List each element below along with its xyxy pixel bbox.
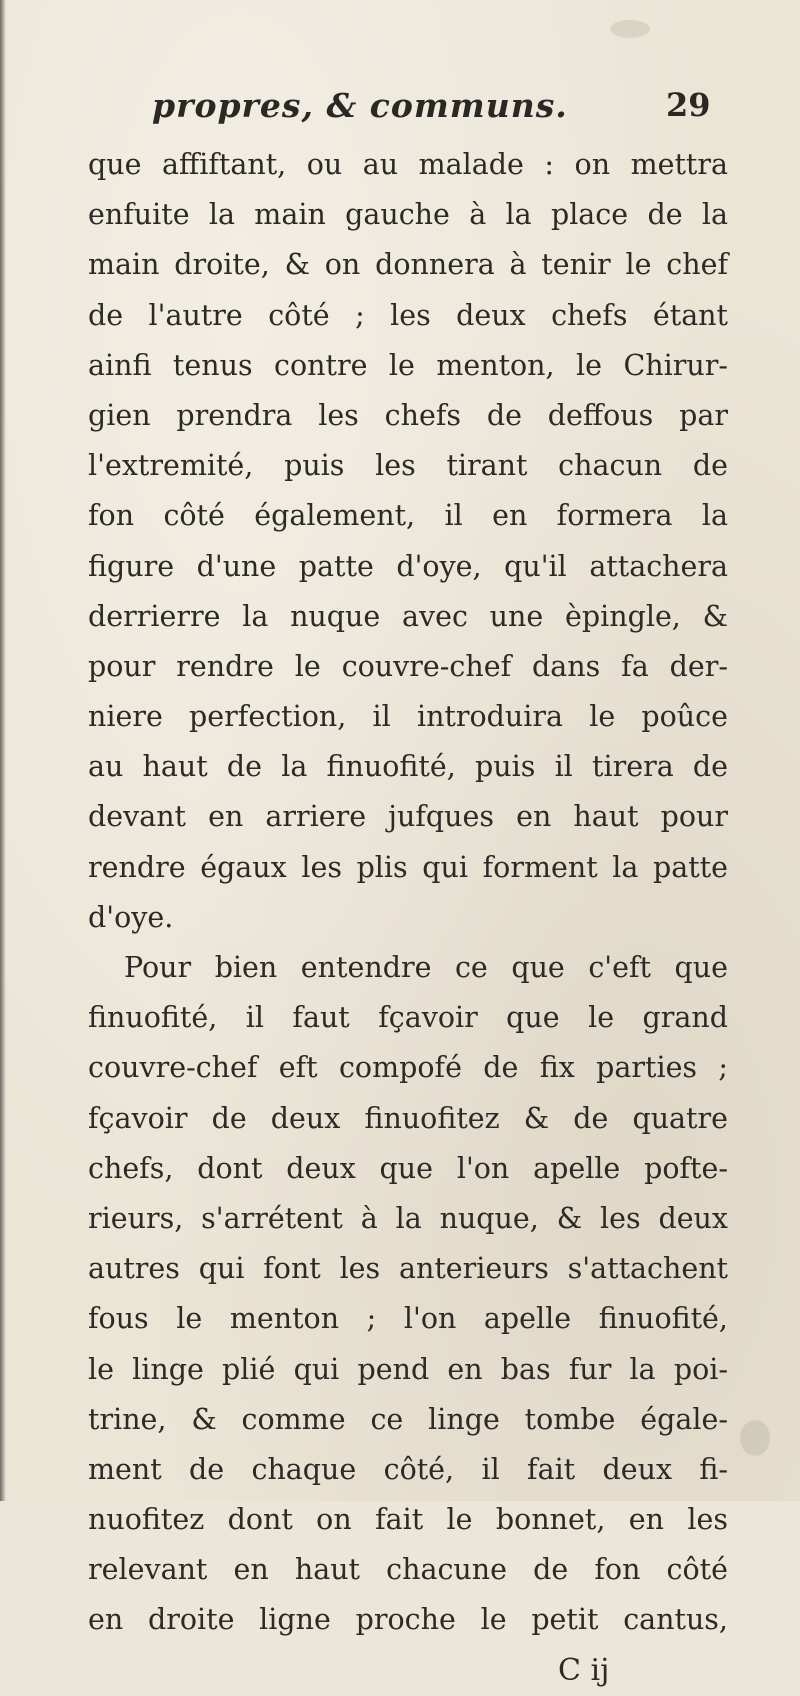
- text-line: autres qui font les anterieurs s'attachent: [88, 1252, 728, 1286]
- text-line: d'oye.: [88, 900, 174, 934]
- paragraph-start-line: Pour bien entendre ce que c'eft que: [124, 951, 728, 984]
- page-edge-shadow: [0, 0, 6, 1501]
- text-line: de l'autre côté ; les deux chefs étant: [88, 298, 728, 332]
- text-line: enfuite la main gauche à la place de la: [88, 198, 728, 232]
- paper-stain: [740, 1420, 770, 1456]
- text-line: en droite ligne proche le petit cantus,: [88, 1603, 728, 1637]
- text-line: niere perfection, il introduira le poûce: [88, 700, 728, 734]
- running-title: propres, & communs.: [152, 86, 568, 125]
- text-line: rieurs, s'arrétent à la nuque, & les deux: [88, 1201, 728, 1235]
- signature-mark: C ij: [558, 1652, 610, 1688]
- text-line: derrierre la nuque avec une èpingle, &: [88, 599, 728, 633]
- text-line: finuofité, il faut fçavoir que le grand: [88, 1001, 728, 1035]
- text-line: que affiftant, ou au malade : on mettra: [88, 148, 728, 181]
- text-line: ment de chaque côté, il fait deux fi-: [88, 1452, 728, 1486]
- body-text: [88, 140, 728, 1696]
- text-line: fon côté également, il en formera la: [88, 499, 728, 533]
- text-line: gien prendra les chefs de deffous par: [88, 398, 728, 432]
- text-line: l'extremité, puis les tirant chacun de: [88, 449, 728, 483]
- text-line: main droite, & on donnera à tenir le chef: [88, 248, 728, 282]
- text-line: figure d'une patte d'oye, qu'il attachera: [88, 549, 728, 583]
- page-number: 29: [666, 86, 711, 124]
- text-line: relevant en haut chacune de fon côté: [88, 1553, 728, 1587]
- text-line: ainfi tenus contre le menton, le Chirur-: [88, 348, 728, 382]
- paper-stain: [610, 20, 650, 38]
- running-header: [0, 86, 800, 134]
- text-line: au haut de la finuofité, puis il tirera de: [88, 750, 728, 784]
- text-line: rendre égaux les plis qui forment la patte: [88, 850, 728, 884]
- text-line: pour rendre le couvre-chef dans fa der-: [88, 649, 728, 683]
- text-line: le linge plié qui pend en bas fur la poi-: [88, 1352, 728, 1386]
- text-line: devant en arriere jufques en haut pour: [88, 800, 728, 834]
- text-line: nuofitez dont on fait le bonnet, en les: [88, 1503, 728, 1537]
- text-line: trine, & comme ce linge tombe égale-: [88, 1402, 728, 1436]
- text-line: couvre-chef eft compofé de fix parties ;: [88, 1051, 728, 1085]
- text-line: chefs, dont deux que l'on apelle pofte-: [88, 1151, 728, 1185]
- text-line: fçavoir de deux finuofitez & de quatre: [88, 1101, 728, 1135]
- text-line: fous le menton ; l'on apelle finuofité,: [88, 1302, 728, 1336]
